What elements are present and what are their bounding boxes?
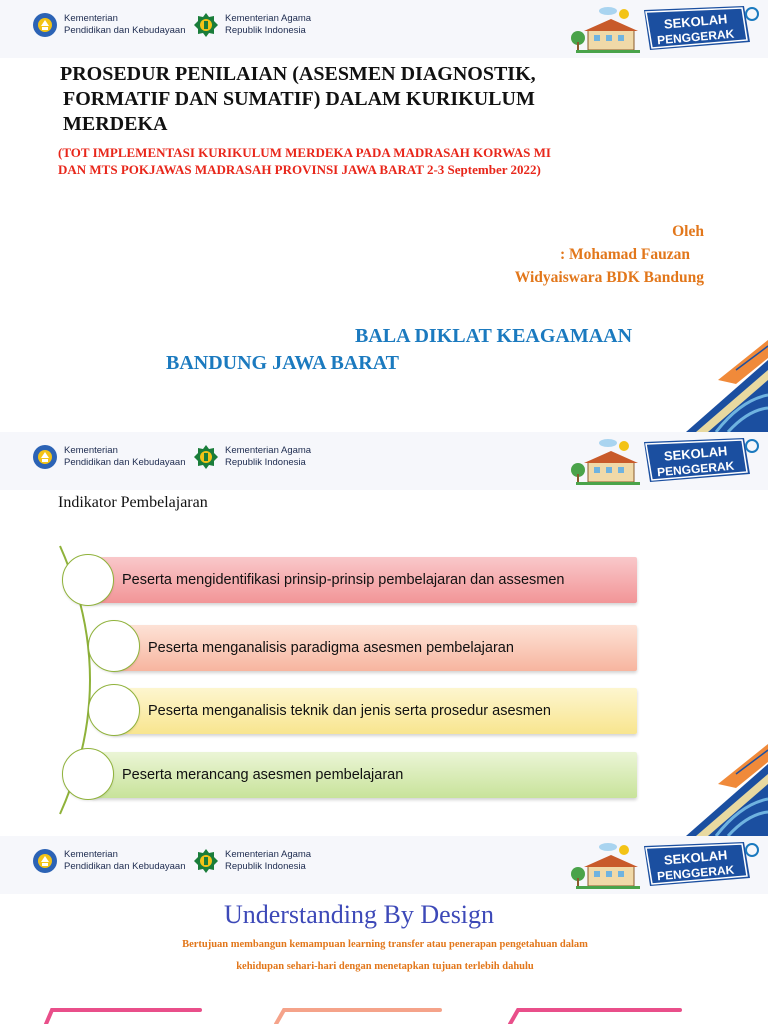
kemdikbud-logo [32,444,186,470]
tut-wuri-handayani-icon [32,444,58,470]
tut-wuri-handayani-icon [32,12,58,38]
ubd-title: Understanding By Design [223,900,495,929]
kemenag-emblem-icon [193,12,219,38]
kemenag-line1: Kementerian Agama [225,445,312,456]
tut-wuri-handayani-icon [32,848,58,874]
gear-icon [746,8,758,20]
ubd-shapes-partial [40,1006,740,1024]
slide-indikator [0,432,768,836]
sekolah-penggerak-logo [644,438,758,482]
indikator-item-3 [112,688,637,734]
author-name: : Mohamad Fauzan [559,246,690,263]
slide-header [0,432,768,490]
kemenag-line2: Republik Indonesia [225,861,306,872]
title-line3: MERDEKA [63,113,168,135]
ubd-desc-line2: kehidupan sehari-hari dengan menetapkan tujuan terlebih dahulu [236,961,534,972]
presentation-subtitle [58,144,618,178]
badge-line2: PENGGERAK [656,862,735,884]
kemenag-logo [193,12,311,38]
slide-header [0,0,768,58]
indikator-item-text: Peserta mengidentifikasi prinsip-prinsip pembelajaran dan assesmen [122,572,565,588]
author-label: Oleh [672,223,704,240]
indikator-item-text: Peserta menganalisis teknik dan jenis serta prosedur asesmen [148,703,551,719]
author-role: Widyaiswara BDK Bandung [514,269,704,286]
institution-line1: BALA DIKLAT KEAGAMAAN [355,325,633,347]
kemenag-logo [193,444,311,470]
kemdikbud-line1: Kementerian [64,445,118,456]
kemenag-line1: Kementerian Agama [225,849,312,860]
badge-line2: PENGGERAK [656,26,735,48]
badge-line1: SEKOLAH [663,847,728,868]
school-illustration-icon [571,439,640,485]
kemenag-emblem-icon [193,848,219,874]
subtitle-line1: (TOT IMPLEMENTASI KURIKULUM MERDEKA PADA MADRASAH KORWAS MI [58,145,551,160]
decorative-corner [656,340,768,432]
kemdikbud-line2: Pendidikan dan Kebudayaan [64,25,186,36]
decorative-corner [656,744,768,836]
school-illustration-icon [571,7,640,53]
indikator-item-2 [112,625,637,671]
slide-title [0,0,768,432]
sekolah-penggerak-logo [644,842,758,886]
presentation-title [60,62,620,137]
slide-header [0,836,768,894]
indikator-bullet-1 [62,554,114,606]
sekolah-penggerak-badge [568,2,760,56]
author-block [515,220,704,289]
kemdikbud-line2: Pendidikan dan Kebudayaan [64,457,186,468]
ubd-desc-line1: Bertujuan membangun kemampuan learning transfer atau penerapan pengetahuan dalam [182,939,588,950]
indikator-item-4 [92,752,637,798]
sekolah-penggerak-badge [568,838,760,892]
kemenag-line2: Republik Indonesia [225,25,306,36]
title-line2: FORMATIF DAN SUMATIF) DALAM KURIKULUM [63,88,535,110]
kemenag-line1: Kementerian Agama [225,13,312,24]
badge-line2: PENGGERAK [656,458,735,480]
gear-icon [746,440,758,452]
kemdikbud-logo [32,12,186,38]
indikator-item-1 [92,557,637,603]
kemdikbud-line2: Pendidikan dan Kebudayaan [64,861,186,872]
indikator-bullet-2 [88,620,140,672]
school-illustration-icon [571,843,640,889]
subtitle-line2: DAN MTS POKJAWAS MADRASAH PROVINSI JAWA BARAT 2-3 September 2022) [58,162,541,177]
badge-line1: SEKOLAH [663,443,728,464]
slide-ubd [0,836,768,1024]
kemenag-logo [193,848,311,874]
badge-line1: SEKOLAH [663,11,728,32]
sekolah-penggerak-logo [644,6,758,50]
kemenag-emblem-icon [193,444,219,470]
title-line1: PROSEDUR PENILAIAN (ASESMEN DIAGNOSTIK, [60,63,536,85]
ubd-description [130,934,640,978]
kemenag-line2: Republik Indonesia [225,457,306,468]
institution-line2: BANDUNG JAWA BARAT [166,352,399,374]
indikator-item-text: Peserta merancang asesmen pembelajaran [122,767,404,783]
indikator-heading: Indikator Pembelajaran [58,494,208,511]
sekolah-penggerak-badge [568,434,760,488]
kemdikbud-line1: Kementerian [64,13,118,24]
kemdikbud-line1: Kementerian [64,849,118,860]
indikator-bullet-4 [62,748,114,800]
indikator-item-text: Peserta menganalisis paradigma asesmen pembelajaran [148,640,514,656]
kemdikbud-logo [32,848,186,874]
gear-icon [746,844,758,856]
indikator-bullet-3 [88,684,140,736]
